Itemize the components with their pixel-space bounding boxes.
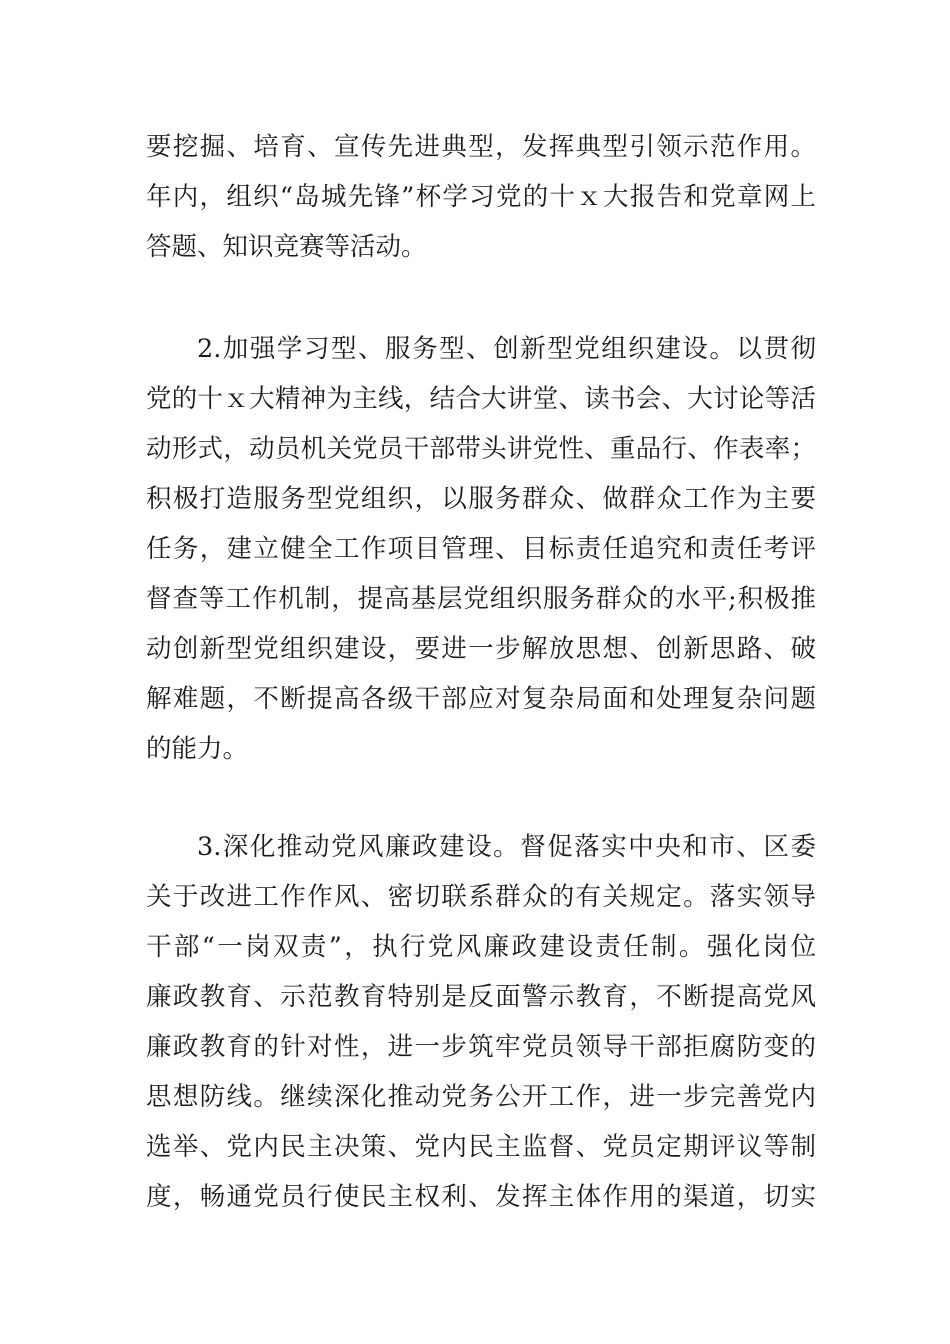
text-line: 解难题，不断提高各级干部应对复杂局面和处理复杂问题	[146, 684, 816, 714]
text-line: 年内，组织“岛城先锋”杯学习党的十ｘ大报告和党章网上	[146, 182, 816, 212]
text-line: 督查等工作机制，提高基层党组织服务群众的水平;积极推	[146, 584, 816, 614]
text-line: 关于改进工作作风、密切联系群众的有关规定。落实领导	[146, 882, 816, 912]
text-line: 党的十ｘ大精神为主线，结合大讲堂、读书会、大讨论等活	[146, 384, 816, 414]
paragraph-2	[146, 324, 816, 774]
text-line: 思想防线。继续深化推动党务公开工作，进一步完善党内	[146, 1082, 816, 1112]
text-line: 廉政教育的针对性，进一步筑牢党员领导干部拒腐防变的	[146, 1032, 816, 1062]
text-line: 动创新型党组织建设，要进一步解放思想、创新思路、破	[146, 634, 816, 664]
text-line: 选举、党内民主决策、党内民主监督、党员定期评议等制	[146, 1132, 816, 1162]
text-line: 2.加强学习型、服务型、创新型党组织建设。以贯彻	[197, 334, 816, 364]
text-line: 要挖掘、培育、宣传先进典型，发挥典型引领示范作用。	[146, 132, 816, 162]
text-line: 任务，建立健全工作项目管理、目标责任追究和责任考评	[146, 534, 816, 564]
text-line: 3.深化推动党风廉政建设。督促落实中央和市、区委	[197, 832, 816, 862]
text-line: 的能力。	[146, 734, 249, 764]
text-line: 干部“一岗双责”，执行党风廉政建设责任制。强化岗位	[146, 932, 816, 962]
paragraph-1	[146, 122, 816, 272]
paragraph-3	[146, 822, 816, 1222]
text-line: 廉政教育、示范教育特别是反面警示教育，不断提高党风	[146, 982, 816, 1012]
text-line: 积极打造服务型党组织，以服务群众、做群众工作为主要	[146, 484, 816, 514]
text-line: 度，畅通党员行使民主权利、发挥主体作用的渠道，切实	[146, 1182, 816, 1212]
text-line: 动形式，动员机关党员干部带头讲党性、重品行、作表率；	[146, 434, 816, 464]
text-line: 答题、知识竞赛等活动。	[146, 232, 427, 262]
